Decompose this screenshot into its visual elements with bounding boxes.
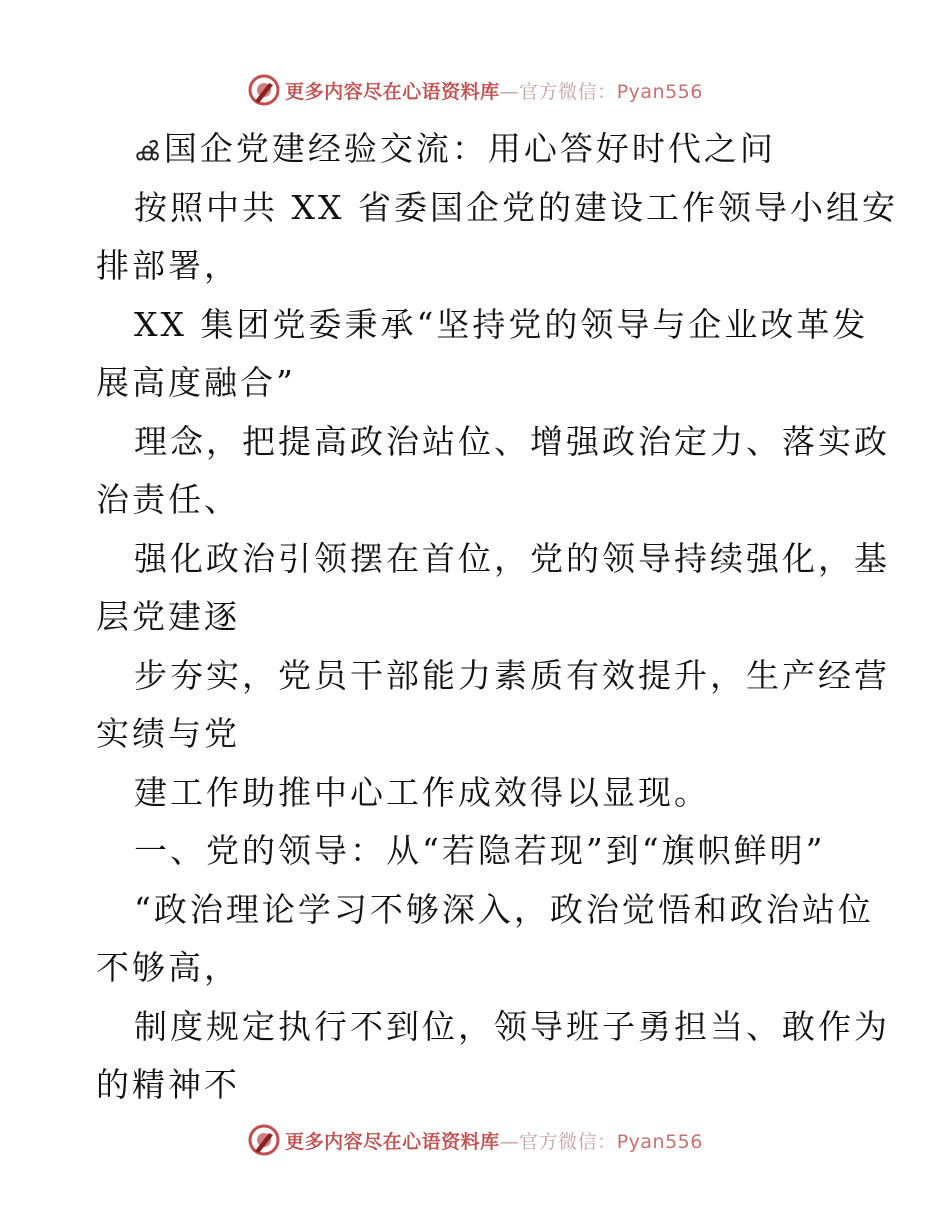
document-body — [96, 120, 898, 1115]
paragraph-line: 制度规定执行不到位，领导班子勇担当、敢作为 — [134, 1006, 890, 1046]
footer-brand: 更多内容尽在心语资料库 — [285, 1130, 500, 1153]
paragraph-line: XX 集团党委秉承“坚持党的领导与企业改革发 — [134, 304, 869, 344]
pen-logo-icon — [247, 73, 281, 107]
section-heading: 一、党的领导：从“若隐若现”到“旗帜鲜明” — [134, 831, 826, 870]
header-watermark-text — [285, 77, 703, 104]
paragraph-line: 步夯实，党员干部能力素质有效提升，生产经营 — [134, 655, 890, 695]
paragraph-line: 不够高， — [96, 948, 240, 987]
footer-wechat-handle: Pyan556 — [616, 1130, 703, 1153]
footer-separator: — — [499, 1130, 520, 1153]
header-wechat-handle: Pyan556 — [616, 80, 703, 103]
paragraph-line: 治责任、 — [96, 480, 240, 519]
paragraph-line: 排部署， — [96, 246, 240, 285]
pen-logo-icon — [247, 1123, 281, 1157]
header-wechat-label: 官方微信： — [519, 80, 617, 103]
paragraph-line: 的精神不 — [96, 1065, 240, 1104]
header-brand: 更多内容尽在心语资料库 — [285, 80, 500, 103]
footer-watermark-text — [285, 1127, 703, 1154]
document-title-text: 国企党建经验交流：用心答好时代之问 — [163, 129, 776, 168]
paragraph-line: 建工作助推中心工作成效得以显现。 — [134, 772, 710, 812]
paragraph-line: 按照中共 XX 省委国企党的建设工作领导小组安 — [134, 187, 898, 227]
paragraph-line: 层党建逐 — [96, 597, 240, 636]
paragraph-line: “政治理论学习不够深入，政治觉悟和政治站位 — [134, 889, 874, 929]
paragraph-line: 展高度融合” — [96, 363, 296, 402]
footer-wechat-label: 官方微信： — [519, 1130, 617, 1153]
paragraph-line: 强化政治引领摆在首位，党的领导持续强化，基 — [134, 538, 890, 578]
header-separator: — — [499, 80, 520, 103]
document-title — [96, 120, 856, 179]
footer-watermark-banner — [0, 1120, 950, 1160]
header-watermark-banner — [0, 70, 950, 110]
paragraph-line: 理念，把提高政治站位、增强政治定力、落实政 — [134, 421, 890, 461]
curl-bullet-icon: ൿ — [134, 137, 162, 167]
paragraph-line: 实绩与党 — [96, 714, 240, 753]
